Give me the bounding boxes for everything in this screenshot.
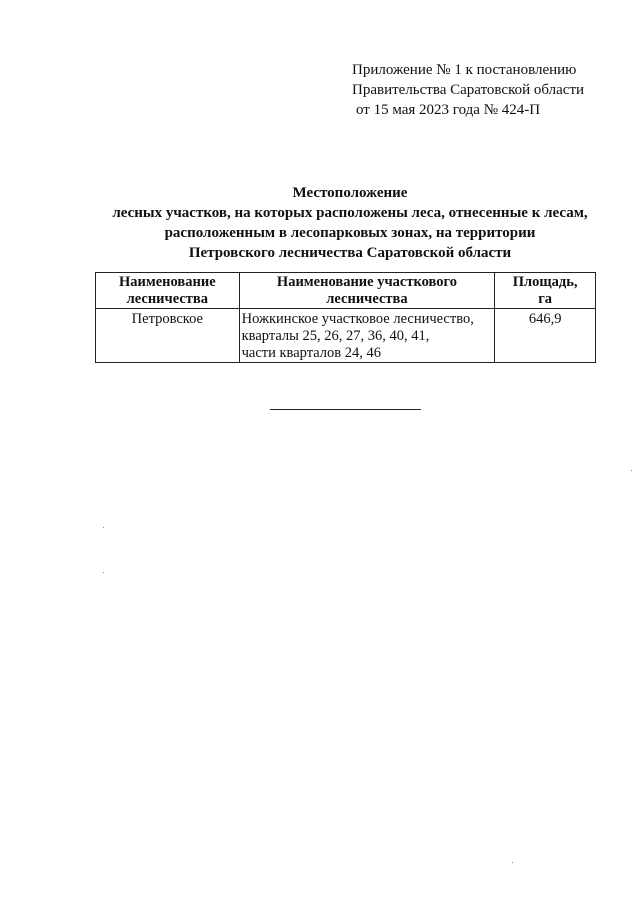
appendix-line-2: Правительства Саратовской области: [352, 82, 585, 98]
end-separator-line: [270, 409, 421, 410]
scan-speck: [512, 862, 513, 863]
scan-speck: [103, 572, 104, 573]
forest-table: [95, 272, 596, 363]
document-title: [60, 183, 640, 263]
scan-speck: [103, 527, 104, 528]
header-district-line-2: лесничества: [326, 291, 408, 307]
cell-district-line-2: кварталы 25, 26, 27, 36, 40, 41,: [241, 328, 430, 344]
scan-speck: [631, 470, 632, 471]
cell-district-line-3: части кварталов 24, 46: [241, 345, 381, 361]
header-forestry-line-1: Наименование: [118, 274, 216, 290]
table-row: [96, 309, 596, 363]
header-area-line-1: Площадь,: [512, 274, 578, 290]
header-district: [239, 273, 495, 309]
appendix-reference: [352, 60, 584, 120]
title-line-4: Петровского лесничества Саратовской области: [188, 245, 512, 261]
header-district-line-1: Наименование участкового: [276, 274, 457, 290]
cell-forestry: Петровское: [96, 309, 240, 363]
header-forestry-line-2: лесничества: [126, 291, 208, 307]
cell-district: [239, 309, 495, 363]
title-line-2: лесных участков, на которых расположены леса, отнесенные к лесам,: [112, 205, 588, 221]
table-header-row: [96, 273, 596, 309]
appendix-line-1: Приложение № 1 к постановлению: [352, 62, 577, 78]
header-forestry: [96, 273, 240, 309]
cell-area: 646,9: [495, 309, 596, 363]
header-area: [495, 273, 596, 309]
title-line-1: Местоположение: [292, 185, 408, 201]
header-area-line-2: га: [538, 291, 553, 307]
cell-district-line-1: Ножкинское участковое лесничество,: [241, 311, 474, 327]
appendix-line-3: от 15 мая 2023 года № 424-П: [356, 102, 541, 118]
title-line-3: расположенным в лесопарковых зонах, на территории: [164, 225, 536, 241]
